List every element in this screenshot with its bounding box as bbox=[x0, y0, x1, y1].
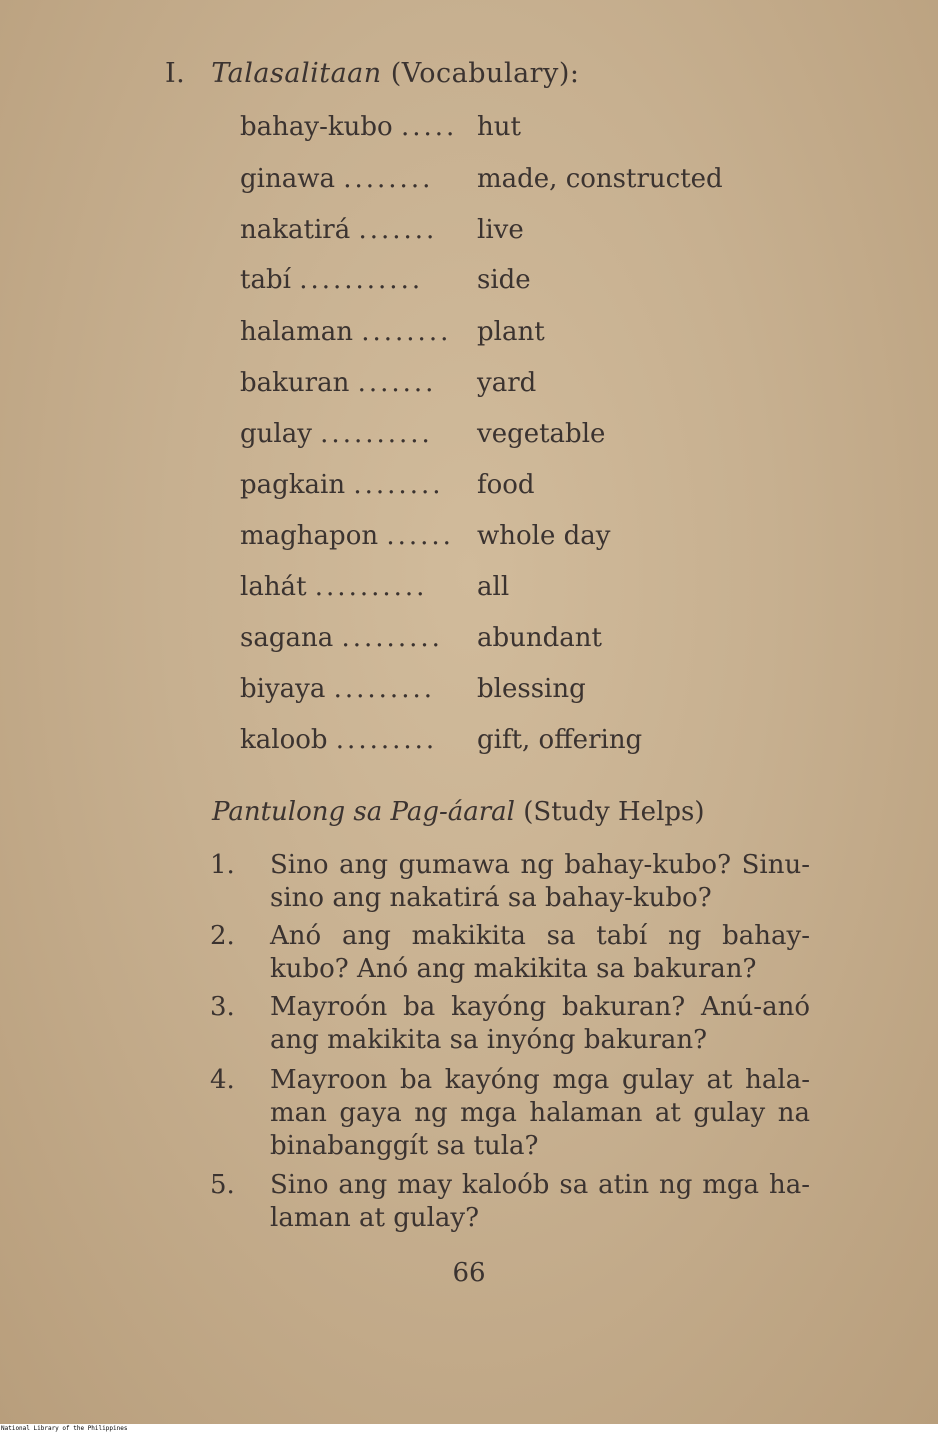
vocab-definition: blessing bbox=[477, 674, 586, 704]
vocab-definition: gift, offering bbox=[477, 725, 643, 755]
vocab-definition: plant bbox=[477, 317, 545, 347]
leader-dots: ........ bbox=[353, 470, 444, 500]
vocab-row bbox=[240, 315, 545, 349]
leader-dots: ....... bbox=[357, 368, 437, 398]
vocab-term: biyaya bbox=[240, 674, 326, 704]
vocab-row bbox=[240, 570, 510, 604]
section-title: Talasalitaan bbox=[211, 58, 382, 89]
question-item bbox=[210, 1064, 810, 1163]
question-number: 5. bbox=[210, 1170, 235, 1200]
vocab-row bbox=[240, 723, 643, 757]
leader-dots: ......... bbox=[335, 725, 438, 755]
question-text: Mayroon ba kayóng mga gulay at hala-man gaya ng mga halaman at gulay na binabanggít sa tula? bbox=[270, 1065, 810, 1161]
question-number: 2. bbox=[210, 921, 235, 951]
question-text: Sino ang may kaloób sa atin ng mga ha-laman at gulay? bbox=[270, 1170, 810, 1233]
vocab-term: sagana bbox=[240, 623, 334, 653]
section-number: I. bbox=[165, 58, 186, 89]
question-item bbox=[210, 1169, 810, 1235]
vocab-definition: abundant bbox=[477, 623, 602, 653]
vocab-definition: side bbox=[477, 265, 531, 295]
leader-dots: ......... bbox=[341, 623, 443, 653]
leader-dots: ....... bbox=[358, 215, 438, 245]
leader-dots: ...... bbox=[386, 521, 454, 551]
question-item bbox=[210, 849, 810, 915]
vocab-definition: whole day bbox=[477, 521, 611, 551]
vocab-definition: vegetable bbox=[477, 419, 606, 449]
vocab-definition: live bbox=[477, 215, 524, 245]
vocab-term: bahay-kubo bbox=[240, 112, 393, 142]
vocab-row bbox=[240, 110, 521, 144]
vocab-term: bakuran bbox=[240, 368, 350, 398]
vocab-term: nakatirá bbox=[240, 215, 351, 245]
vocab-definition: yard bbox=[477, 368, 537, 398]
vocab-row bbox=[240, 213, 524, 247]
vocab-term: pagkain bbox=[240, 470, 346, 500]
study-helps-subtitle: (Study Helps) bbox=[523, 797, 705, 827]
question-number: 1. bbox=[210, 850, 235, 880]
study-helps-heading bbox=[212, 797, 705, 827]
vocab-definition: made, constructed bbox=[477, 164, 723, 194]
vocab-row bbox=[240, 468, 535, 502]
section-subtitle: (Vocabulary): bbox=[390, 58, 580, 89]
question-number: 4. bbox=[210, 1065, 235, 1095]
vocab-row bbox=[240, 519, 611, 553]
question-number: 3. bbox=[210, 992, 235, 1022]
vocab-row bbox=[240, 263, 531, 297]
vocabulary-heading bbox=[165, 58, 579, 89]
leader-dots: ........ bbox=[343, 164, 434, 194]
question-text: Anó ang makikita sa tabí ng bahay-kubo? Anó ang makikita sa bakuran? bbox=[270, 921, 810, 984]
leader-dots: .......... bbox=[320, 419, 433, 449]
question-text: Sino ang gumawa ng bahay-kubo? Sinu-sino ang nakatirá sa bahay-kubo? bbox=[270, 850, 810, 913]
vocab-term: gulay bbox=[240, 419, 312, 449]
vocab-row bbox=[240, 162, 723, 196]
vocab-term: kaloob bbox=[240, 725, 328, 755]
leader-dots: .......... bbox=[314, 572, 428, 602]
footer-bar bbox=[0, 1424, 938, 1433]
question-item bbox=[210, 920, 810, 986]
vocab-term: halaman bbox=[240, 317, 353, 347]
vocab-definition: food bbox=[477, 470, 535, 500]
footer-credit: National Library of the Philippines bbox=[1, 1425, 128, 1432]
vocab-row bbox=[240, 366, 537, 400]
question-item bbox=[210, 991, 810, 1057]
vocab-row bbox=[240, 621, 602, 655]
leader-dots: ......... bbox=[333, 674, 435, 704]
vocab-term: tabí bbox=[240, 265, 291, 295]
leader-dots: ........... bbox=[299, 265, 424, 295]
vocab-term: maghapon bbox=[240, 521, 379, 551]
leader-dots: ..... bbox=[400, 112, 458, 142]
page-number: 66 bbox=[452, 1258, 486, 1288]
vocab-definition: all bbox=[477, 572, 510, 602]
vocab-row bbox=[240, 417, 606, 451]
study-helps-title: Pantulong sa Pag-áaral bbox=[212, 797, 515, 827]
vocab-term: ginawa bbox=[240, 164, 335, 194]
leader-dots: ........ bbox=[361, 317, 452, 347]
vocab-term: lahát bbox=[240, 572, 307, 602]
vocab-definition: hut bbox=[477, 112, 521, 142]
vocab-row bbox=[240, 672, 586, 706]
question-text: Mayroón ba kayóng bakuran? Anú-anó ang makikita sa inyóng bakuran? bbox=[270, 992, 810, 1055]
